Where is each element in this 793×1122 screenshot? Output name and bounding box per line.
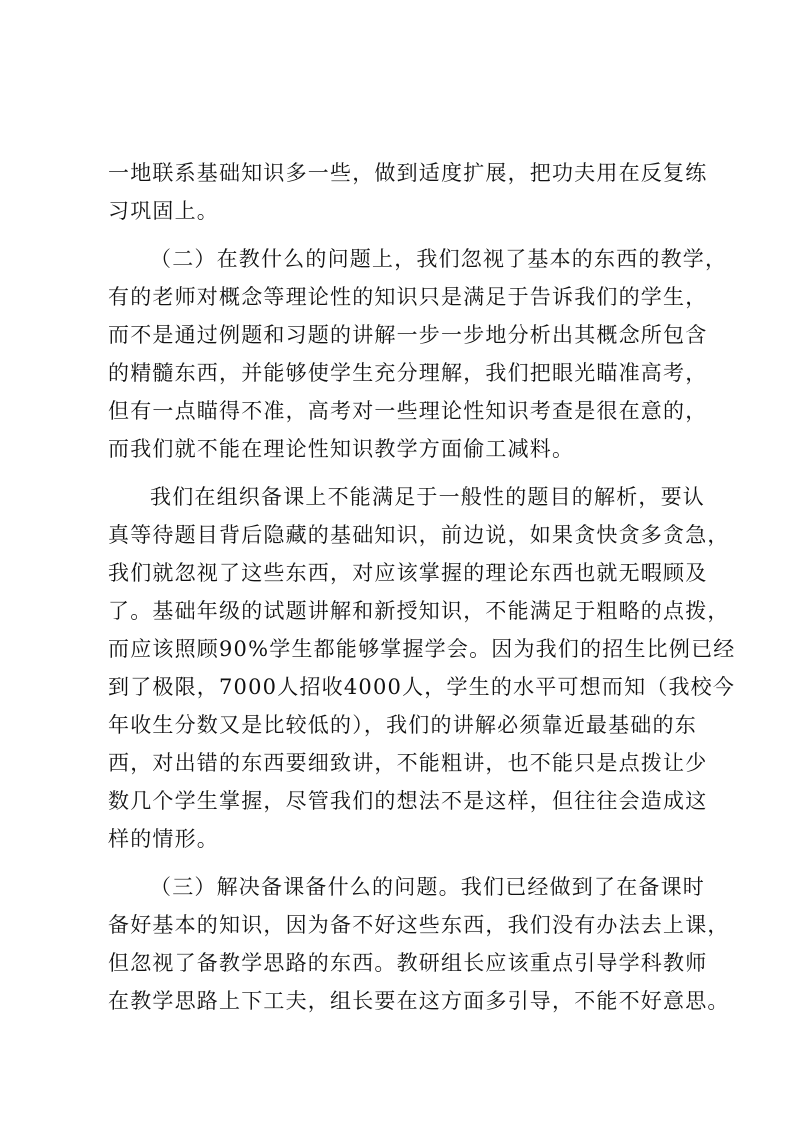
- text-line: 有的老师对概念等理论性的知识只是满足于告诉我们的学生，: [108, 285, 708, 309]
- text-line: 年收生分数又是比较低的），我们的讲解必须靠近最基础的东: [108, 713, 697, 737]
- text-line: 的精髓东西，并能够使学生充分理解，我们把眼光瞄准高考，: [108, 361, 708, 385]
- text-line: 一地联系基础知识多一些，做到适度扩展，把功夫用在反复练: [108, 161, 708, 185]
- text-line: 而不是通过例题和习题的讲解一步一步地分析出其概念所包含: [108, 323, 708, 347]
- text-line: 但有一点瞄得不准，高考对一些理论性知识考查是很在意的，: [108, 399, 708, 423]
- text-line: 但忽视了备教学思路的东西。教研组长应该重点引导学科教师: [108, 951, 708, 975]
- text-line: 而我们就不能在理论性知识教学方面偷工减料。: [108, 437, 575, 461]
- text-line: 习巩固上。: [108, 199, 219, 223]
- text-line: 我们就忽视了这些东西，对应该掌握的理论东西也就无暇顾及: [108, 561, 708, 585]
- text-line: 而应该照顾90%学生都能够掌握学会。因为我们的招生比例已经: [108, 637, 736, 661]
- text-line: 在教学思路上下工夫，组长要在这方面多引导，不能不好意思。: [108, 989, 730, 1013]
- paragraph-start: 我们在组织备课上不能满足于一般性的题目的解析，要认: [150, 485, 705, 509]
- text-line: 西，对出错的东西要细致讲，不能粗讲，也不能只是点拨让少: [108, 751, 708, 775]
- text-line: 样的情形。: [108, 827, 219, 851]
- text-line: 了。基础年级的试题讲解和新授知识，不能满足于粗略的点拨，: [108, 599, 730, 623]
- paragraph-heading-2: （二）在教什么的问题上，我们忽视了基本的东西的教学，: [150, 247, 728, 271]
- text-line: 到了极限，7000人招收4000人，学生的水平可想而知（我校今: [108, 675, 736, 699]
- paragraph-heading-3: （三）解决备课备什么的问题。我们已经做到了在备课时: [150, 875, 705, 899]
- text-line: 备好基本的知识，因为备不好这些东西，我们没有办法去上课，: [108, 913, 730, 937]
- text-line: 数几个学生掌握，尽管我们的想法不是这样，但往往会造成这: [108, 789, 708, 813]
- text-line: 真等待题目背后隐藏的基础知识，前边说，如果贪快贪多贪急，: [108, 523, 730, 547]
